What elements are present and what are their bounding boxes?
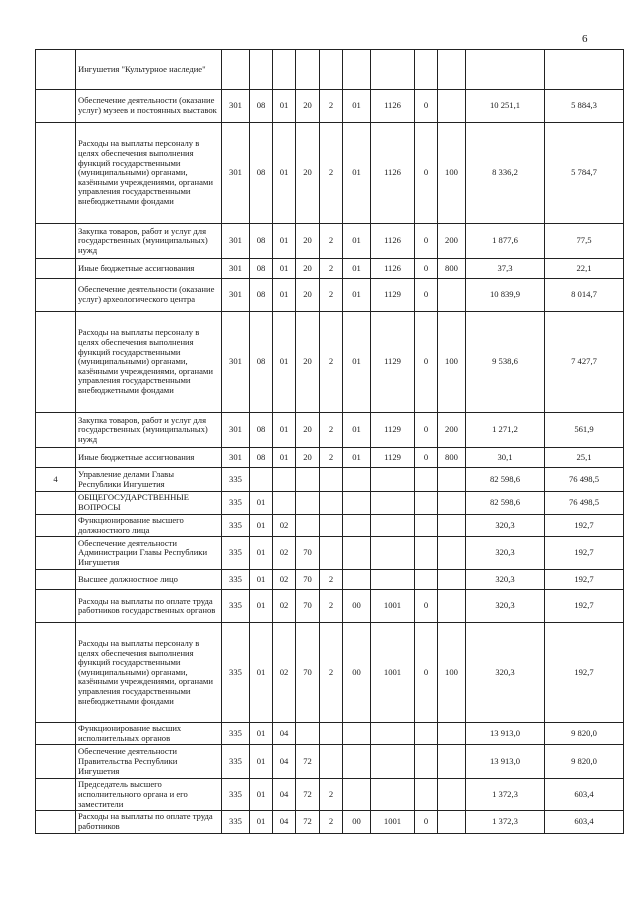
table-row bbox=[36, 623, 624, 723]
code-direction: 1129 bbox=[371, 448, 415, 468]
code-direction: 1126 bbox=[371, 123, 415, 224]
code-main-event bbox=[343, 745, 371, 779]
amount-plan: 1 372,3 bbox=[466, 811, 545, 833]
code-main-event: 00 bbox=[343, 623, 371, 723]
table-row bbox=[36, 468, 624, 492]
code-subsection: 01 bbox=[273, 413, 296, 448]
amount-actual: 9 820,0 bbox=[545, 723, 624, 745]
code-grbs: 301 bbox=[222, 259, 250, 279]
amount-plan: 320,3 bbox=[466, 537, 545, 570]
code-subprogram: 2 bbox=[320, 312, 343, 413]
code-subprogram bbox=[320, 50, 343, 90]
amount-plan: 1 271,2 bbox=[466, 413, 545, 448]
code-grbs: 335 bbox=[222, 723, 250, 745]
code-program: 20 bbox=[296, 448, 320, 468]
row-number: 4 bbox=[36, 468, 76, 492]
code-direction: 1001 bbox=[371, 623, 415, 723]
code-direction bbox=[371, 723, 415, 745]
code-program: 70 bbox=[296, 590, 320, 623]
code-program: 20 bbox=[296, 123, 320, 224]
code-main-event: 01 bbox=[343, 448, 371, 468]
table-row bbox=[36, 745, 624, 779]
amount-plan: 9 538,6 bbox=[466, 312, 545, 413]
amount-actual: 5 884,3 bbox=[545, 90, 624, 123]
code-program: 70 bbox=[296, 537, 320, 570]
code-expense-type bbox=[438, 811, 466, 833]
code-main-event: 01 bbox=[343, 259, 371, 279]
code-program: 20 bbox=[296, 259, 320, 279]
code-direction bbox=[371, 468, 415, 492]
row-name: Обеспечение деятельности (оказание услуг) музеев и постоянных выставок bbox=[76, 90, 222, 123]
code-direction bbox=[371, 515, 415, 537]
code-subprogram: 2 bbox=[320, 623, 343, 723]
code-main-event bbox=[343, 50, 371, 90]
code-subsection: 04 bbox=[273, 811, 296, 833]
code-extra: 0 bbox=[415, 123, 438, 224]
code-extra bbox=[415, 537, 438, 570]
code-section: 01 bbox=[250, 723, 273, 745]
code-direction bbox=[371, 492, 415, 515]
row-name: Расходы на выплаты персоналу в целях обеспечения выполнения функций государственными (муниципальными) органами, казёнными учреждениями, органами управления государственными внебюджетными фондами bbox=[76, 312, 222, 413]
code-subprogram: 2 bbox=[320, 570, 343, 590]
code-main-event bbox=[343, 468, 371, 492]
code-expense-type bbox=[438, 779, 466, 811]
code-section: 01 bbox=[250, 537, 273, 570]
code-subprogram bbox=[320, 492, 343, 515]
code-extra bbox=[415, 745, 438, 779]
code-subsection: 02 bbox=[273, 515, 296, 537]
code-main-event bbox=[343, 515, 371, 537]
code-program: 70 bbox=[296, 623, 320, 723]
amount-actual: 8 014,7 bbox=[545, 279, 624, 312]
code-program: 70 bbox=[296, 570, 320, 590]
code-program: 20 bbox=[296, 312, 320, 413]
code-subprogram: 2 bbox=[320, 279, 343, 312]
code-expense-type bbox=[438, 50, 466, 90]
code-main-event: 01 bbox=[343, 279, 371, 312]
code-program bbox=[296, 468, 320, 492]
amount-actual: 22,1 bbox=[545, 259, 624, 279]
code-subsection: 01 bbox=[273, 123, 296, 224]
code-subprogram: 2 bbox=[320, 224, 343, 259]
code-subsection: 04 bbox=[273, 723, 296, 745]
code-direction: 1001 bbox=[371, 811, 415, 833]
amount-plan: 10 839,9 bbox=[466, 279, 545, 312]
code-direction: 1126 bbox=[371, 90, 415, 123]
code-subsection: 02 bbox=[273, 623, 296, 723]
code-main-event bbox=[343, 492, 371, 515]
row-name: Ингушетия "Культурное наследие" bbox=[76, 50, 222, 90]
code-subprogram bbox=[320, 468, 343, 492]
code-section: 08 bbox=[250, 259, 273, 279]
row-name: Расходы на выплаты по оплате труда работников государственных органов bbox=[76, 590, 222, 623]
code-grbs: 301 bbox=[222, 448, 250, 468]
code-grbs: 335 bbox=[222, 590, 250, 623]
code-section: 01 bbox=[250, 623, 273, 723]
code-section: 08 bbox=[250, 90, 273, 123]
table-row bbox=[36, 90, 624, 123]
code-main-event: 01 bbox=[343, 413, 371, 448]
table-row bbox=[36, 723, 624, 745]
code-subprogram: 2 bbox=[320, 259, 343, 279]
amount-plan: 1 372,3 bbox=[466, 779, 545, 811]
code-main-event bbox=[343, 570, 371, 590]
code-main-event: 00 bbox=[343, 811, 371, 833]
code-expense-type bbox=[438, 537, 466, 570]
row-name: Высшее должностное лицо bbox=[76, 570, 222, 590]
code-subprogram: 2 bbox=[320, 590, 343, 623]
row-number bbox=[36, 224, 76, 259]
amount-plan: 1 877,6 bbox=[466, 224, 545, 259]
row-name: Функционирование высшего должностного лица bbox=[76, 515, 222, 537]
code-subsection bbox=[273, 50, 296, 90]
row-name: Расходы на выплаты персоналу в целях обеспечения выполнения функций государственными (муниципальными) органами, казёнными учреждениями, органами управления государственными внебюджетными фондами bbox=[76, 123, 222, 224]
code-section: 08 bbox=[250, 448, 273, 468]
code-grbs: 301 bbox=[222, 312, 250, 413]
amount-plan: 320,3 bbox=[466, 570, 545, 590]
code-grbs: 335 bbox=[222, 537, 250, 570]
row-name: Закупка товаров, работ и услуг для государственных (муниципальных) нужд bbox=[76, 224, 222, 259]
table-row bbox=[36, 259, 624, 279]
amount-plan: 320,3 bbox=[466, 515, 545, 537]
row-number bbox=[36, 779, 76, 811]
amount-actual: 76 498,5 bbox=[545, 492, 624, 515]
code-grbs: 301 bbox=[222, 224, 250, 259]
code-extra: 0 bbox=[415, 811, 438, 833]
table-row bbox=[36, 515, 624, 537]
code-grbs: 335 bbox=[222, 492, 250, 515]
amount-actual: 192,7 bbox=[545, 537, 624, 570]
code-program bbox=[296, 515, 320, 537]
table-row bbox=[36, 570, 624, 590]
code-program bbox=[296, 50, 320, 90]
code-extra: 0 bbox=[415, 448, 438, 468]
row-name: Обеспечение деятельности (оказание услуг) археологического центра bbox=[76, 279, 222, 312]
code-extra: 0 bbox=[415, 279, 438, 312]
row-name: Расходы на выплаты персоналу в целях обеспечения выполнения функций государственными (муниципальными) органами, казёнными учреждениями, органами управления государственными внебюджетными фондами bbox=[76, 623, 222, 723]
code-grbs: 301 bbox=[222, 90, 250, 123]
amount-plan: 8 336,2 bbox=[466, 123, 545, 224]
code-main-event bbox=[343, 723, 371, 745]
code-direction bbox=[371, 745, 415, 779]
amount-actual bbox=[545, 50, 624, 90]
code-program: 20 bbox=[296, 224, 320, 259]
code-direction: 1126 bbox=[371, 224, 415, 259]
row-number bbox=[36, 623, 76, 723]
code-expense-type: 100 bbox=[438, 623, 466, 723]
code-subsection: 01 bbox=[273, 224, 296, 259]
row-number bbox=[36, 50, 76, 90]
code-expense-type bbox=[438, 570, 466, 590]
row-number bbox=[36, 492, 76, 515]
code-grbs: 335 bbox=[222, 811, 250, 833]
budget-table bbox=[35, 49, 624, 834]
code-main-event bbox=[343, 779, 371, 811]
code-main-event: 01 bbox=[343, 90, 371, 123]
row-number bbox=[36, 745, 76, 779]
code-grbs bbox=[222, 50, 250, 90]
code-section bbox=[250, 50, 273, 90]
code-main-event bbox=[343, 537, 371, 570]
row-number bbox=[36, 123, 76, 224]
row-number bbox=[36, 279, 76, 312]
code-grbs: 301 bbox=[222, 279, 250, 312]
row-number bbox=[36, 448, 76, 468]
code-subsection bbox=[273, 468, 296, 492]
code-extra bbox=[415, 723, 438, 745]
code-subsection: 04 bbox=[273, 779, 296, 811]
code-subsection: 01 bbox=[273, 448, 296, 468]
code-expense-type bbox=[438, 492, 466, 515]
amount-plan: 13 913,0 bbox=[466, 745, 545, 779]
code-program bbox=[296, 723, 320, 745]
row-number bbox=[36, 570, 76, 590]
code-program: 72 bbox=[296, 779, 320, 811]
code-extra bbox=[415, 468, 438, 492]
row-number bbox=[36, 811, 76, 833]
code-direction: 1129 bbox=[371, 413, 415, 448]
amount-plan: 10 251,1 bbox=[466, 90, 545, 123]
amount-actual: 192,7 bbox=[545, 515, 624, 537]
row-number bbox=[36, 590, 76, 623]
table-row bbox=[36, 590, 624, 623]
code-expense-type: 200 bbox=[438, 413, 466, 448]
table-row bbox=[36, 312, 624, 413]
table-row bbox=[36, 123, 624, 224]
code-grbs: 301 bbox=[222, 123, 250, 224]
table-row bbox=[36, 811, 624, 833]
code-expense-type: 100 bbox=[438, 123, 466, 224]
code-direction: 1129 bbox=[371, 279, 415, 312]
row-name: ОБЩЕГОСУДАРСТВЕННЫЕ ВОПРОСЫ bbox=[76, 492, 222, 515]
code-direction bbox=[371, 779, 415, 811]
amount-actual: 76 498,5 bbox=[545, 468, 624, 492]
amount-plan: 37,3 bbox=[466, 259, 545, 279]
row-number bbox=[36, 312, 76, 413]
code-expense-type: 800 bbox=[438, 448, 466, 468]
amount-plan: 320,3 bbox=[466, 590, 545, 623]
code-extra: 0 bbox=[415, 312, 438, 413]
code-subsection bbox=[273, 492, 296, 515]
code-section: 08 bbox=[250, 123, 273, 224]
code-expense-type bbox=[438, 279, 466, 312]
code-subprogram: 2 bbox=[320, 779, 343, 811]
code-program: 20 bbox=[296, 90, 320, 123]
code-subsection: 01 bbox=[273, 90, 296, 123]
code-section: 01 bbox=[250, 590, 273, 623]
code-subsection: 02 bbox=[273, 537, 296, 570]
code-expense-type bbox=[438, 723, 466, 745]
amount-actual: 77,5 bbox=[545, 224, 624, 259]
code-extra: 0 bbox=[415, 623, 438, 723]
code-subsection: 01 bbox=[273, 259, 296, 279]
code-grbs: 335 bbox=[222, 779, 250, 811]
row-name: Иные бюджетные ассигнования bbox=[76, 259, 222, 279]
row-name: Обеспечение деятельности Администрации Главы Республики Ингушетия bbox=[76, 537, 222, 570]
amount-plan bbox=[466, 50, 545, 90]
page-number: 6 bbox=[582, 33, 588, 45]
code-grbs: 301 bbox=[222, 413, 250, 448]
row-name: Иные бюджетные ассигнования bbox=[76, 448, 222, 468]
code-subprogram: 2 bbox=[320, 413, 343, 448]
code-expense-type bbox=[438, 468, 466, 492]
amount-plan: 82 598,6 bbox=[466, 468, 545, 492]
code-extra: 0 bbox=[415, 90, 438, 123]
amount-actual: 603,4 bbox=[545, 779, 624, 811]
code-program: 72 bbox=[296, 745, 320, 779]
code-direction bbox=[371, 537, 415, 570]
row-name: Функционирование высших исполнительных органов bbox=[76, 723, 222, 745]
table-row bbox=[36, 779, 624, 811]
code-expense-type: 200 bbox=[438, 224, 466, 259]
amount-actual: 7 427,7 bbox=[545, 312, 624, 413]
row-number bbox=[36, 90, 76, 123]
code-subprogram bbox=[320, 515, 343, 537]
table-row bbox=[36, 413, 624, 448]
amount-actual: 9 820,0 bbox=[545, 745, 624, 779]
code-extra bbox=[415, 570, 438, 590]
amount-plan: 320,3 bbox=[466, 623, 545, 723]
table-row bbox=[36, 50, 624, 90]
code-direction: 1001 bbox=[371, 590, 415, 623]
amount-actual: 192,7 bbox=[545, 623, 624, 723]
code-subprogram: 2 bbox=[320, 811, 343, 833]
code-expense-type bbox=[438, 590, 466, 623]
code-expense-type: 100 bbox=[438, 312, 466, 413]
code-subsection: 02 bbox=[273, 590, 296, 623]
table-row bbox=[36, 224, 624, 259]
table-row bbox=[36, 448, 624, 468]
code-subprogram bbox=[320, 537, 343, 570]
code-grbs: 335 bbox=[222, 745, 250, 779]
row-number bbox=[36, 515, 76, 537]
code-extra: 0 bbox=[415, 590, 438, 623]
code-program: 72 bbox=[296, 811, 320, 833]
row-name: Обеспечение деятельности Правительства Республики Ингушетия bbox=[76, 745, 222, 779]
table-row bbox=[36, 537, 624, 570]
row-name: Закупка товаров, работ и услуг для государственных (муниципальных) нужд bbox=[76, 413, 222, 448]
code-section: 08 bbox=[250, 312, 273, 413]
code-main-event: 00 bbox=[343, 590, 371, 623]
code-expense-type bbox=[438, 515, 466, 537]
code-subprogram bbox=[320, 745, 343, 779]
code-main-event: 01 bbox=[343, 123, 371, 224]
code-direction bbox=[371, 50, 415, 90]
code-subsection: 01 bbox=[273, 312, 296, 413]
amount-actual: 25,1 bbox=[545, 448, 624, 468]
code-direction bbox=[371, 570, 415, 590]
row-name: Управление делами Главы Республики Ингушетия bbox=[76, 468, 222, 492]
code-extra bbox=[415, 50, 438, 90]
row-name: Расходы на выплаты по оплате труда работников bbox=[76, 811, 222, 833]
code-program bbox=[296, 492, 320, 515]
amount-plan: 82 598,6 bbox=[466, 492, 545, 515]
amount-actual: 192,7 bbox=[545, 570, 624, 590]
table-row bbox=[36, 279, 624, 312]
code-expense-type bbox=[438, 90, 466, 123]
code-expense-type bbox=[438, 745, 466, 779]
code-main-event: 01 bbox=[343, 312, 371, 413]
code-subsection: 01 bbox=[273, 279, 296, 312]
code-section: 01 bbox=[250, 492, 273, 515]
code-extra bbox=[415, 779, 438, 811]
code-section: 01 bbox=[250, 570, 273, 590]
amount-actual: 603,4 bbox=[545, 811, 624, 833]
code-subprogram: 2 bbox=[320, 123, 343, 224]
code-direction: 1129 bbox=[371, 312, 415, 413]
code-direction: 1126 bbox=[371, 259, 415, 279]
code-grbs: 335 bbox=[222, 468, 250, 492]
row-number bbox=[36, 537, 76, 570]
code-section: 01 bbox=[250, 779, 273, 811]
table-row bbox=[36, 492, 624, 515]
code-section: 01 bbox=[250, 515, 273, 537]
code-subprogram: 2 bbox=[320, 90, 343, 123]
code-subprogram: 2 bbox=[320, 448, 343, 468]
code-section: 08 bbox=[250, 413, 273, 448]
code-extra bbox=[415, 492, 438, 515]
code-section bbox=[250, 468, 273, 492]
code-subprogram bbox=[320, 723, 343, 745]
code-main-event: 01 bbox=[343, 224, 371, 259]
code-extra bbox=[415, 515, 438, 537]
code-grbs: 335 bbox=[222, 623, 250, 723]
code-extra: 0 bbox=[415, 259, 438, 279]
code-program: 20 bbox=[296, 413, 320, 448]
code-subsection: 02 bbox=[273, 570, 296, 590]
code-grbs: 335 bbox=[222, 515, 250, 537]
code-section: 08 bbox=[250, 224, 273, 259]
row-number bbox=[36, 723, 76, 745]
code-grbs: 335 bbox=[222, 570, 250, 590]
amount-actual: 5 784,7 bbox=[545, 123, 624, 224]
amount-actual: 192,7 bbox=[545, 590, 624, 623]
code-subsection: 04 bbox=[273, 745, 296, 779]
amount-plan: 13 913,0 bbox=[466, 723, 545, 745]
code-program: 20 bbox=[296, 279, 320, 312]
code-expense-type: 800 bbox=[438, 259, 466, 279]
code-section: 01 bbox=[250, 745, 273, 779]
code-extra: 0 bbox=[415, 413, 438, 448]
code-section: 08 bbox=[250, 279, 273, 312]
amount-actual: 561,9 bbox=[545, 413, 624, 448]
row-name: Председатель высшего исполнительного органа и его заместители bbox=[76, 779, 222, 811]
code-section: 01 bbox=[250, 811, 273, 833]
code-extra: 0 bbox=[415, 224, 438, 259]
amount-plan: 30,1 bbox=[466, 448, 545, 468]
row-number bbox=[36, 413, 76, 448]
row-number bbox=[36, 259, 76, 279]
